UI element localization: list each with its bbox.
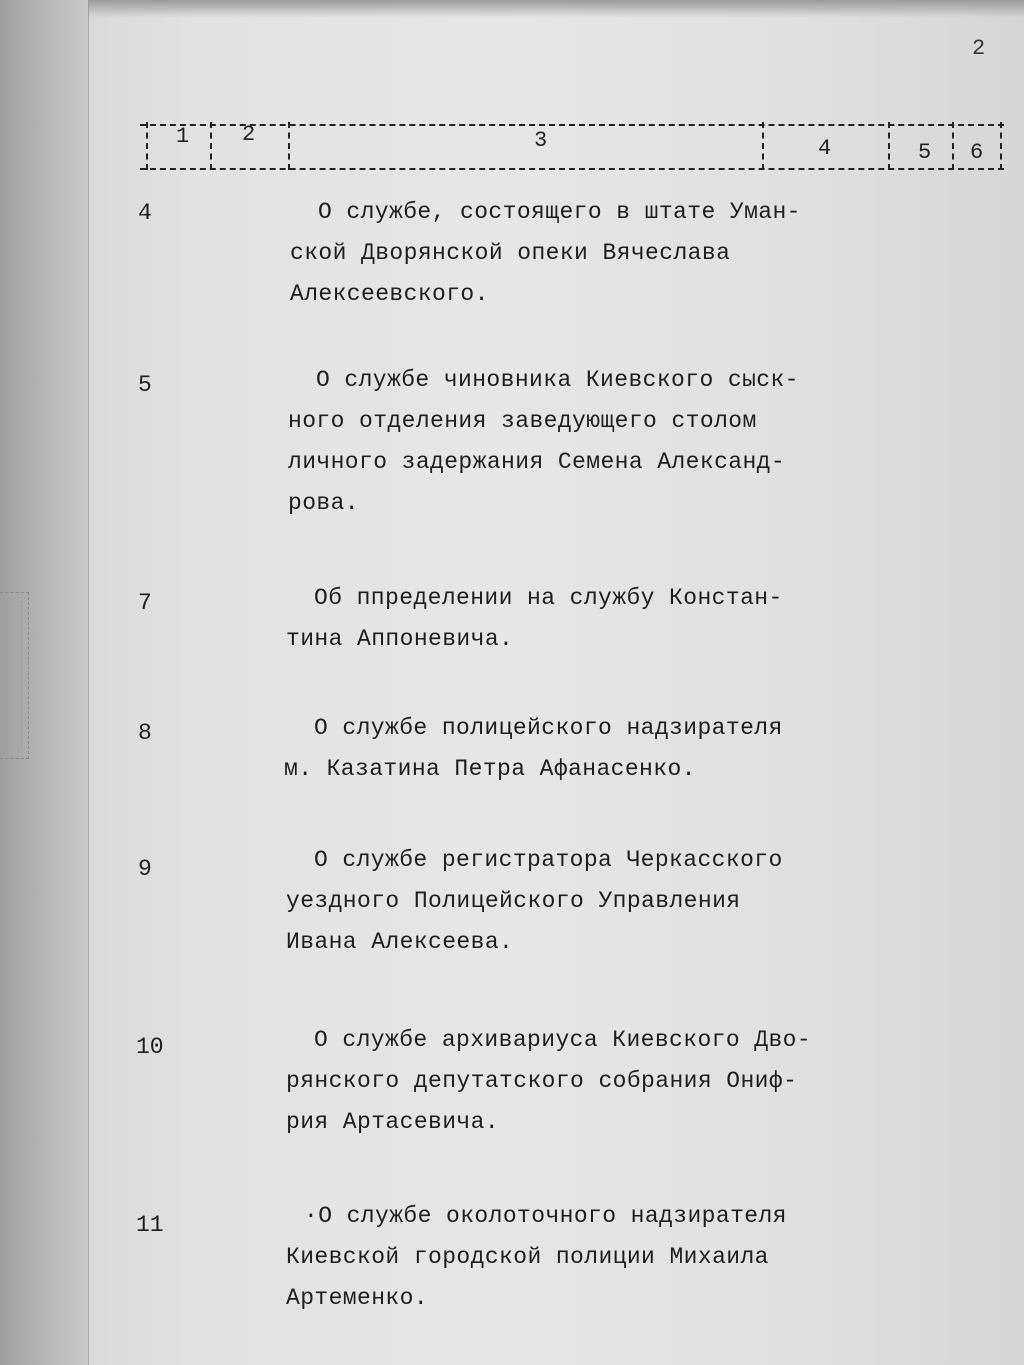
entry-line: Об ппределении на службу Констан- <box>314 585 783 611</box>
entry-line: ного отделения заведующего столом <box>288 408 757 434</box>
entry-line: Артеменко. <box>286 1285 429 1311</box>
entry-line: тина Аппоневича. <box>286 626 514 652</box>
entry-number: 8 <box>138 720 152 746</box>
entry-line: О службе архивариуса Киевского Дво- <box>314 1027 812 1053</box>
entry-line: м. Казатина Петра Афанасенко. <box>284 756 696 782</box>
entry-line: О службе регистратора Черкасского <box>314 847 783 873</box>
entry-text <box>288 360 808 524</box>
entry-text <box>286 1020 812 1143</box>
entry-text <box>286 578 806 660</box>
entry-number: 4 <box>138 200 152 226</box>
header-separator <box>288 122 290 170</box>
page-number: 2 <box>972 36 986 61</box>
column-1-label: 1 <box>176 124 190 149</box>
entry-number: 11 <box>136 1212 164 1238</box>
column-3-label: 3 <box>534 128 548 153</box>
column-2-label: 2 <box>242 122 256 147</box>
entry-line: Алексеевского. <box>290 281 489 307</box>
entry-text <box>286 840 806 963</box>
top-shadow <box>88 0 1024 18</box>
header-separator <box>1000 122 1002 170</box>
column-6-label: 6 <box>970 140 984 165</box>
entry-line: О службе чиновника Киевского сыск- <box>316 367 799 393</box>
entry-text <box>286 1196 806 1319</box>
entry-line: ·О службе околоточного надзирателя <box>304 1203 787 1229</box>
margin-stamp-box <box>0 592 29 759</box>
header-separator <box>210 122 212 170</box>
entry-line: Киевской городской полиции Михаила <box>286 1244 769 1270</box>
entry-text <box>284 708 804 790</box>
entry-number: 7 <box>138 590 152 616</box>
entry-line: рия Артасевича. <box>286 1109 500 1135</box>
entry-line: ской Дворянской опеки Вячеслава <box>290 240 731 266</box>
header-rule-bottom <box>140 168 1004 170</box>
column-header-table <box>140 116 1004 176</box>
entry-line: уездного Полицейского Управления <box>286 888 741 914</box>
header-rule-top <box>140 124 1004 126</box>
entry-line: О службе, состоящего в штате Уман- <box>318 199 801 225</box>
entry-line: рянского депутатского собрания Ониф- <box>286 1068 798 1094</box>
entry-number: 5 <box>138 372 152 398</box>
entry-line: Ивана Алексеева. <box>286 929 514 955</box>
entry-line: рова. <box>288 490 360 516</box>
column-4-label: 4 <box>818 136 832 161</box>
header-separator <box>146 122 148 170</box>
column-5-label: 5 <box>918 140 932 165</box>
header-separator <box>762 122 764 170</box>
header-separator <box>888 122 890 170</box>
entry-line: личного задержания Семена Александ- <box>288 449 786 475</box>
header-separator <box>952 122 954 170</box>
entry-number: 9 <box>138 856 152 882</box>
entry-line: О службе полицейского надзирателя <box>314 715 783 741</box>
entry-text <box>290 192 810 315</box>
entry-number: 10 <box>136 1034 164 1060</box>
